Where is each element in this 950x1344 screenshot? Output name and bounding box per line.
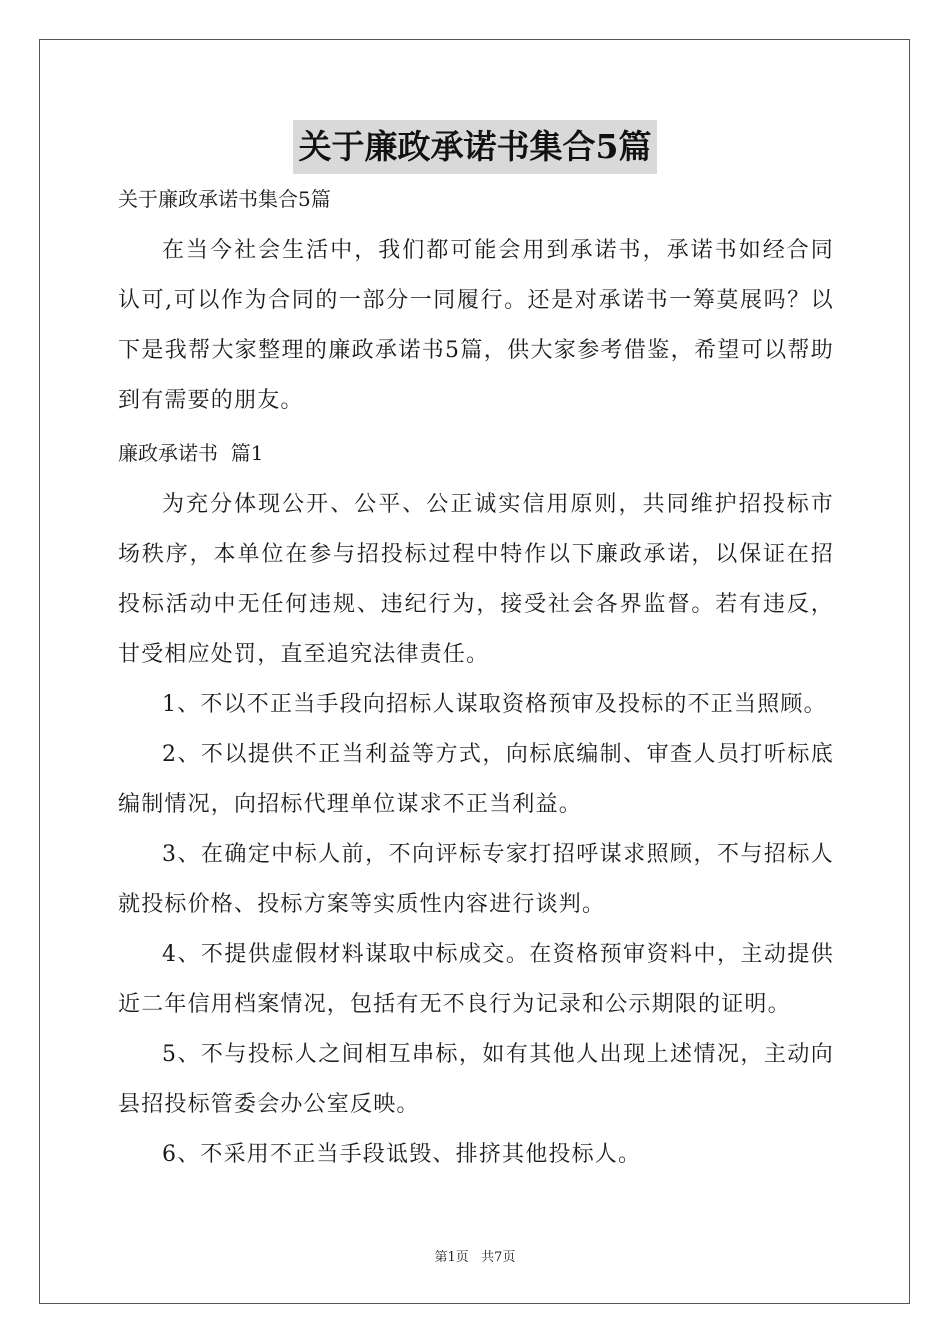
page-number: 第1页 共7页 [434,1250,516,1265]
list-item: 5、不与投标人之间相互串标，如有其他人出现上述情况，主动向县招投标管委会办公室反映。 [118,1042,834,1117]
section-heading: 廉政承诺书 篇1 [118,441,264,465]
title-area [0,120,950,174]
list-item: 1、不以不正当手段向招标人谋取资格预审及投标的不正当照顾。 [162,692,827,717]
section-intro-paragraph: 为充分体现公开、公平、公正诚实信用原则，共同维护招投标市场秩序，本单位在参与招投标过程中特作以下廉政承诺，以保证在招投标活动中无任何违规、违纪行为，接受社会各界监督。若有违反，甘受相应处罚，直至追究法律责任。 [118,492,834,667]
list-item: 6、不采用不正当手段诋毁、排挤其他投标人。 [162,1142,642,1167]
list-item: 2、不以提供不正当利益等方式，向标底编制、审查人员打听标底编制情况，向招标代理单位谋求不正当利益。 [118,742,834,817]
document-subtitle: 关于廉政承诺书集合5篇 [118,187,331,211]
list-item: 4、不提供虚假材料谋取中标成交。在资格预审资料中，主动提供近二年信用档案情况，包括有无不良行为记录和公示期限的证明。 [118,942,834,1017]
list-item: 3、在确定中标人前，不向评标专家打招呼谋求照顾，不与招标人就投标价格、投标方案等实质性内容进行谈判。 [118,842,834,917]
intro-paragraph: 在当今社会生活中，我们都可能会用到承诺书，承诺书如经合同认可,可以作为合同的一部分一同履行。还是对承诺书一筹莫展吗？以下是我帮大家整理的廉政承诺书5篇，供大家参考借鉴，希望可以帮助到有需要的朋友。 [118,238,834,413]
document-body [118,178,834,1180]
document-title: 关于廉政承诺书集合5篇 [293,120,658,174]
